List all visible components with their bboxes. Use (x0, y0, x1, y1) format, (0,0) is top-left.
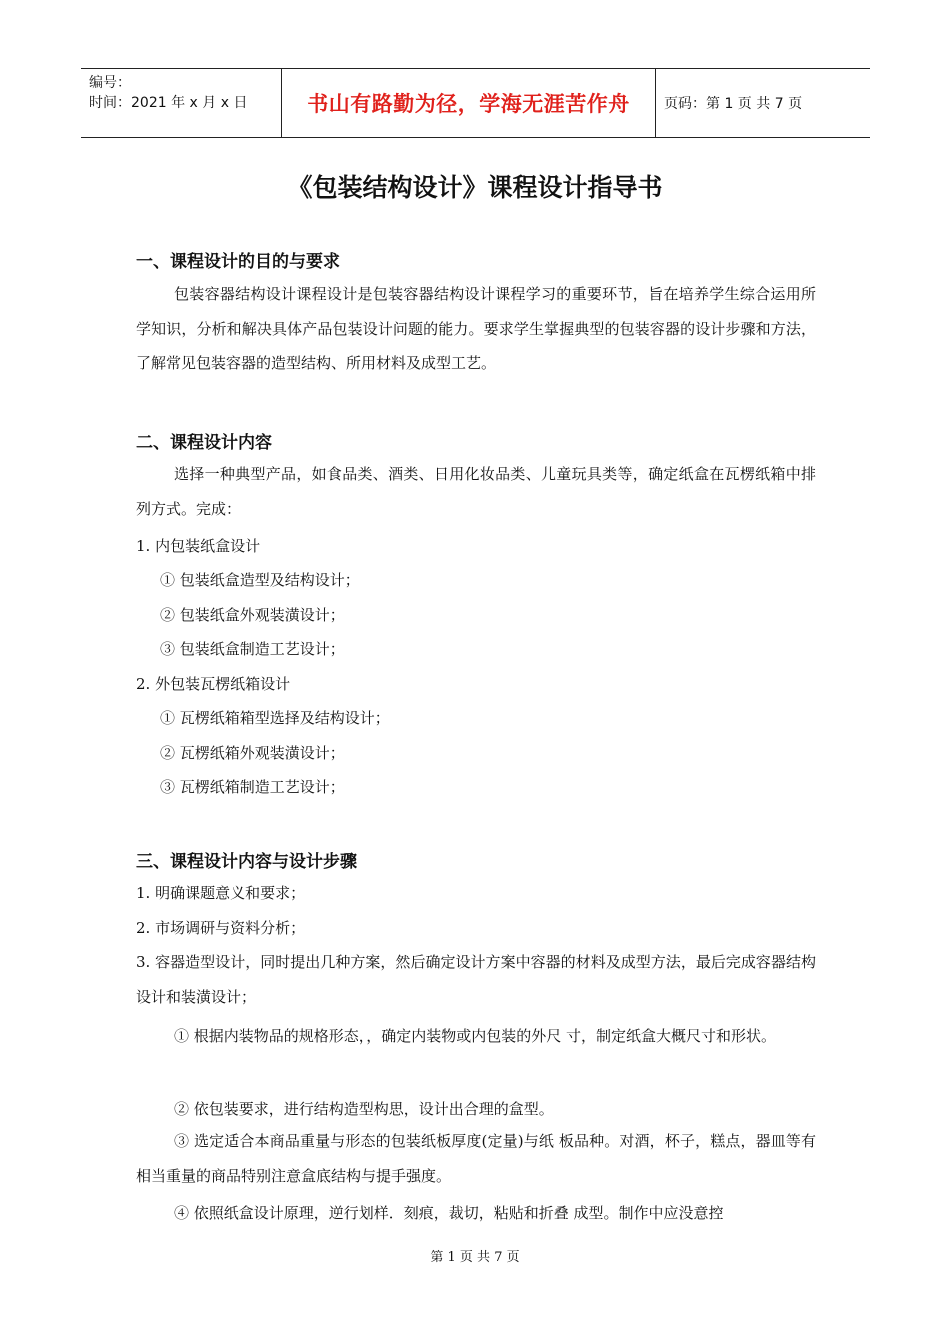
section1-heading: 一、课程设计的目的与要求 (136, 252, 340, 272)
list-item: ② 瓦楞纸箱外观装潢设计； (160, 744, 345, 762)
list-item: 2. 外包装瓦楞纸箱设计 (136, 675, 291, 693)
sub-step-item: ③ 选定适合本商品重量与形态的包装纸板厚度(定量)与纸 板品种。对酒，杯子，糕点，器皿等有相当重量的商品特别注意盒底结构与提手强度。 (136, 1132, 816, 1185)
list-item: ① 包装纸盒造型及结构设计； (160, 571, 360, 589)
list-item: 1. 内包装纸盒设计 (136, 537, 261, 555)
sub-step-item: ④ 依照纸盒设计原理，逆行划样．刻痕，裁切，粘贴和折叠 成型。制作中应没意控 (174, 1204, 724, 1222)
sub-step-item: ① 根据内装物品的规格形态，，确定内装物或内包装的外尺 寸，制定纸盒大概尺寸和形状。 (174, 1027, 777, 1045)
header-motto: 书山有路勤为径，学海无涯苦作舟 (281, 69, 656, 137)
step-item: 1. 明确课题意义和要求； (136, 884, 306, 902)
step-item: 2. 市场调研与资料分析； (136, 919, 306, 937)
section3-heading: 三、课程设计内容与设计步骤 (136, 852, 357, 872)
list-item: ② 包装纸盒外观装潢设计； (160, 606, 345, 624)
section2-heading: 二、课程设计内容 (136, 433, 272, 453)
time-label: 时间：2021 年 x 月 x 日 (89, 95, 248, 111)
document-header (81, 68, 870, 138)
list-item: ③ 包装纸盒制造工艺设计； (160, 640, 345, 658)
list-item: ① 瓦楞纸箱箱型选择及结构设计； (160, 709, 390, 727)
step-item: 3. 容器造型设计，同时提出几种方案，然后确定设计方案中容器的材料及成型方法，最后完成容器结构设计和装潢设计； (136, 953, 816, 1006)
list-item: ③ 瓦楞纸箱制造工艺设计； (160, 778, 345, 796)
sub-step-item: ② 依包装要求，进行结构造型构思，设计出合理的盒型。 (174, 1100, 554, 1118)
header-page-code: 页码：第 1 页 共 7 页 (664, 96, 803, 112)
number-label: 编号： (89, 75, 131, 91)
section2-body: 选择一种典型产品，如食品类、酒类、日用化妆品类、儿童玩具类等，确定纸盒在瓦楞纸箱中排列方式。完成： (136, 465, 816, 518)
document-title: 《包装结构设计》课程设计指导书 (287, 173, 663, 202)
page-footer: 第 1 页 共 7 页 (430, 1250, 520, 1265)
section1-body: 包装容器结构设计课程设计是包装容器结构设计课程学习的重要环节，旨在培养学生综合运用所学知识，分析和解决具体产品包装设计问题的能力。要求学生掌握典型的包装容器的设计步骤和方法，了解常见包装容器的造型结构、所用材料及成型工艺。 (136, 285, 816, 372)
header-meta (89, 73, 281, 113)
